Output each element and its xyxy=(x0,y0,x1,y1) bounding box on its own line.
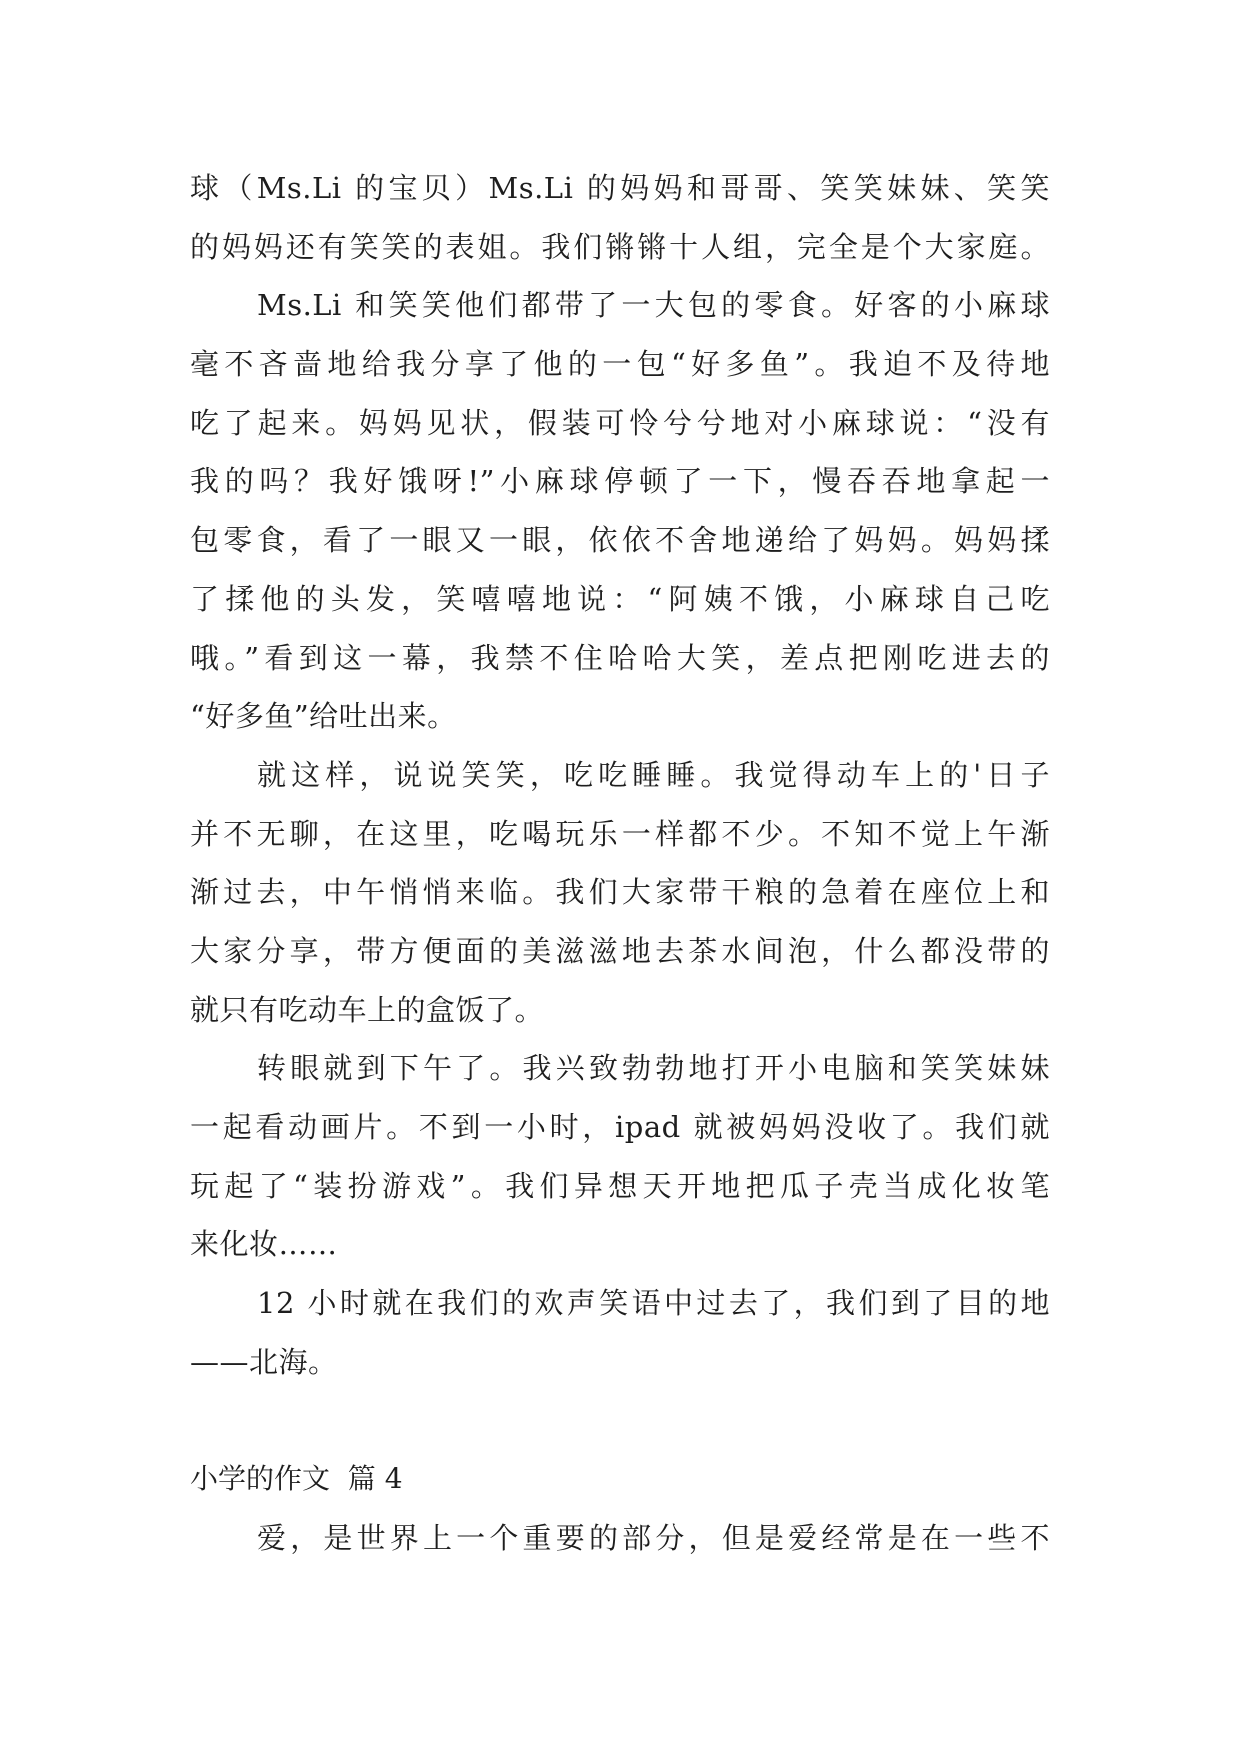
text-line: 大家分享，带方便面的美滋滋地去茶水间泡，什么都没带的 xyxy=(190,933,1050,968)
paragraph xyxy=(190,1509,1050,1568)
text-line: ——北海。 xyxy=(190,1344,338,1379)
paragraph xyxy=(190,276,1050,746)
text-line: 包零食，看了一眼又一眼，依依不舍地递给了妈妈。妈妈揉 xyxy=(190,523,1050,558)
text-line: 毫不吝啬地给我分享了他的一包“好多鱼”。我迫不及待地 xyxy=(190,347,1050,382)
text-line: 并不无聊，在这里，吃喝玩乐一样都不少。不知不觉上午渐 xyxy=(190,816,1050,851)
text-line: 来化妆…… xyxy=(190,1227,338,1262)
paragraph xyxy=(190,746,1050,1039)
text-line: 转眼就到下午了。我兴致勃勃地打开小电脑和笑笑妹妹 xyxy=(257,1051,1050,1086)
text-column xyxy=(190,159,1050,1568)
text-line: 就这样，说说笑笑，吃吃睡睡。我觉得动车上的'日子 xyxy=(257,757,1050,792)
text-line: 爱，是世界上一个重要的部分，但是爱经常是在一些不 xyxy=(257,1520,1050,1555)
text-line: 了揉他的头发，笑嘻嘻地说：“阿姨不饿，小麻球自己吃 xyxy=(190,581,1050,616)
section-heading: 小学的作文 篇 4 xyxy=(190,1462,403,1496)
text-line: “好多鱼”给吐出来。 xyxy=(190,699,457,734)
text-line: 玩起了“装扮游戏”。我们异想天开地把瓜子壳当成化妆笔 xyxy=(190,1168,1050,1203)
text-line: 一起看动画片。不到一小时，ipad 就被妈妈没收了。我们就 xyxy=(190,1110,1050,1144)
paragraph xyxy=(190,1039,1050,1274)
text-line: Ms.Li 和笑笑他们都带了一大包的零食。好客的小麻球 xyxy=(257,288,1050,323)
text-line: 我的吗？我好饿呀!”小麻球停顿了一下，慢吞吞地拿起一 xyxy=(190,464,1050,499)
text-line: 渐过去，中午悄悄来临。我们大家带干粮的急着在座位上和 xyxy=(190,875,1050,910)
text-line: 12 小时就在我们的欢声笑语中过去了，我们到了目的地 xyxy=(257,1286,1050,1321)
blank-line xyxy=(190,1391,1050,1450)
text-line: 就只有吃动车上的盒饭了。 xyxy=(190,992,545,1027)
paragraph xyxy=(190,1274,1050,1391)
text-line: 的妈妈还有笑笑的表姐。我们锵锵十人组，完全是个大家庭。 xyxy=(190,229,1050,264)
text-line: 球（Ms.Li 的宝贝）Ms.Li 的妈妈和哥哥、笑笑妹妹、笑笑 xyxy=(190,171,1050,205)
paragraph xyxy=(190,159,1050,276)
text-line: 吃了起来。妈妈见状，假装可怜兮兮地对小麻球说：“没有 xyxy=(190,405,1050,440)
text-line: 哦。”看到这一幕，我禁不住哈哈大笑，差点把刚吃进去的 xyxy=(190,640,1050,675)
